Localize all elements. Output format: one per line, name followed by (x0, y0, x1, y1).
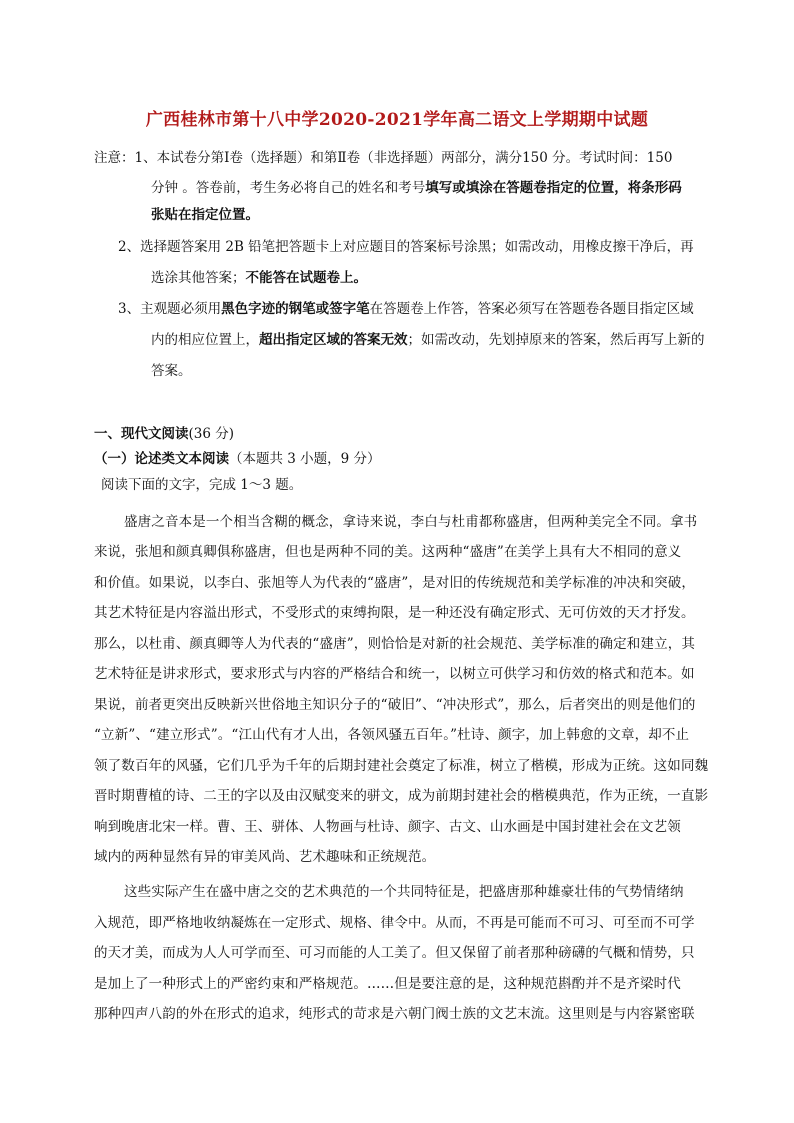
note-1-line-2 (151, 178, 682, 198)
paragraph-2-line: 那种四声八韵的外在形式的追求，纯形式的苛求是六朝门阀士族的文艺末流。这里则是与内容紧密联 (94, 1006, 695, 1022)
paragraph-1-line: 响到晚唐北宋一样。曹、王、骈体、人物画与杜诗、颜字、古文、山水画是中国封建社会在文艺领 (94, 819, 681, 835)
paragraph-2-line: 入规范，即严格地收纳凝炼在一定形式、规格、律令中。从而，不再是可能而不可习、可至而不可学 (94, 915, 695, 931)
paragraph-2-line: 是加上了一种形式上的严密约束和严格规范。……但是要注意的是，这种规范斟酌并不是齐梁时代 (94, 976, 681, 992)
note-1-line-2-text: 分钟 。答卷前，考生务必将自己的姓名和考号 (151, 180, 426, 196)
note-3-line-3: 答案。 (151, 363, 192, 379)
subsection-heading (94, 449, 381, 469)
paragraph-1-line: 艺术特征是讲求形式，要求形式与内容的严格结合和统一，以树立可供学习和仿效的格式和范本。如 (94, 666, 695, 682)
paragraph-1-line: 域内的两种显然有异的审美风尚、艺术趣味和正统规范。 (94, 849, 436, 865)
note-3-line-2-text-c: ；如需改动，先划掉原来的答案，然后再写上新的 (407, 332, 705, 348)
page-title: 广西桂林市第十八中学2020-2021学年高二语文上学期期中试题 (145, 110, 649, 130)
note-1-line-2-bold: 填写或填涂在答题卷指定的位置，将条形码 (425, 180, 682, 196)
paragraph-1-line: 其艺术特征是内容溢出形式，不受形式的束缚拘限，是一种还没有确定形式、无可仿效的天才抒发。 (94, 605, 695, 621)
note-2-line-2-bold: 不能答在试题卷上。 (245, 270, 367, 286)
note-2-line-2 (151, 268, 367, 288)
section-heading-score: (36 分) (188, 426, 235, 442)
paragraph-1-line: 领了数百年的风骚，它们几乎为千年的后期封建社会奠定了标准，树立了楷模，形成为正统。这如同魏 (94, 758, 709, 774)
paragraph-2-line: 这些实际产生在盛中唐之交的艺术典范的一个共同特征是，把盛唐那种雄豪壮伟的气势情绪纳 (124, 884, 684, 900)
paragraph-1-line: 盛唐之音本是一个相当含糊的概念，拿诗来说，李白与杜甫都称盛唐，但两种美完全不同。拿书 (124, 514, 698, 530)
paragraph-1-line: 来说，张旭和颜真卿俱称盛唐，但也是两种不同的美。这两种“盛唐”在美学上具有大不相同的意义 (94, 544, 682, 560)
subsection-heading-bold: （一）论述类文本阅读 (94, 451, 229, 467)
note-3-line-1-text-a: 3、主观题必须用 (118, 301, 222, 317)
section-heading (94, 424, 234, 444)
note-3-line-2-bold: 超出指定区域的答案无效 (259, 332, 408, 348)
note-3-line-2-text-a: 内的相应位置上， (151, 332, 259, 348)
note-3-line-1 (118, 299, 694, 319)
paragraph-1-line: “立新”、“建立形式”。“江山代有才人出，各领风骚五百年。”杜诗、颜字，加上韩愈的文章，却不止 (94, 727, 690, 743)
note-1-line-1: 注意：1、本试卷分第Ⅰ卷（选择题）和第Ⅱ卷（非选择题）两部分，满分150 分。考试时间：150 (94, 150, 673, 166)
note-3-line-1-text-c: 在答题卷上作答，答案必须写在答题卷各题目指定区域 (369, 301, 694, 317)
reading-instruction: 阅读下面的文字，完成 1～3 题。 (101, 477, 303, 493)
subsection-heading-score: （本题共 3 小题，9 分） (229, 451, 381, 467)
paragraph-2-line: 的天才美，而成为人人可学而至、可习而能的人工美了。但又保留了前者那种磅礴的气概和情势，只 (94, 945, 695, 961)
note-3-line-1-bold: 黑色字迹的钢笔或签字笔 (221, 301, 370, 317)
note-2-line-1: 2、选择题答案用 2B 铅笔把答题卡上对应题目的答案标号涂黑；如需改动，用橡皮擦干净后，再 (118, 239, 694, 255)
paragraph-1-line: 果说，前者更突出反映新兴世俗地主知识分子的“破旧”、“冲决形式”，那么，后者突出的则是他们的 (94, 697, 696, 713)
section-heading-bold: 一、现代文阅读 (94, 426, 189, 442)
note-1-line-3: 张贴在指定位置。 (151, 207, 259, 223)
paragraph-1-line: 晋时期曹植的诗、二王的字以及由汉赋变来的骈文，成为前期封建社会的楷模典范，作为正统，一直影 (94, 788, 709, 804)
note-3-line-2 (151, 330, 705, 350)
note-2-line-2-text: 选涂其他答案； (151, 270, 246, 286)
paragraph-1-line: 和价值。如果说，以李白、张旭等人为代表的“盛唐”，是对旧的传统规范和美学标准的冲决和突破， (94, 575, 696, 591)
paragraph-1-line: 那么，以杜甫、颜真卿等人为代表的“盛唐”，则恰恰是对新的社会规范、美学标准的确定和建立，其 (94, 636, 696, 652)
